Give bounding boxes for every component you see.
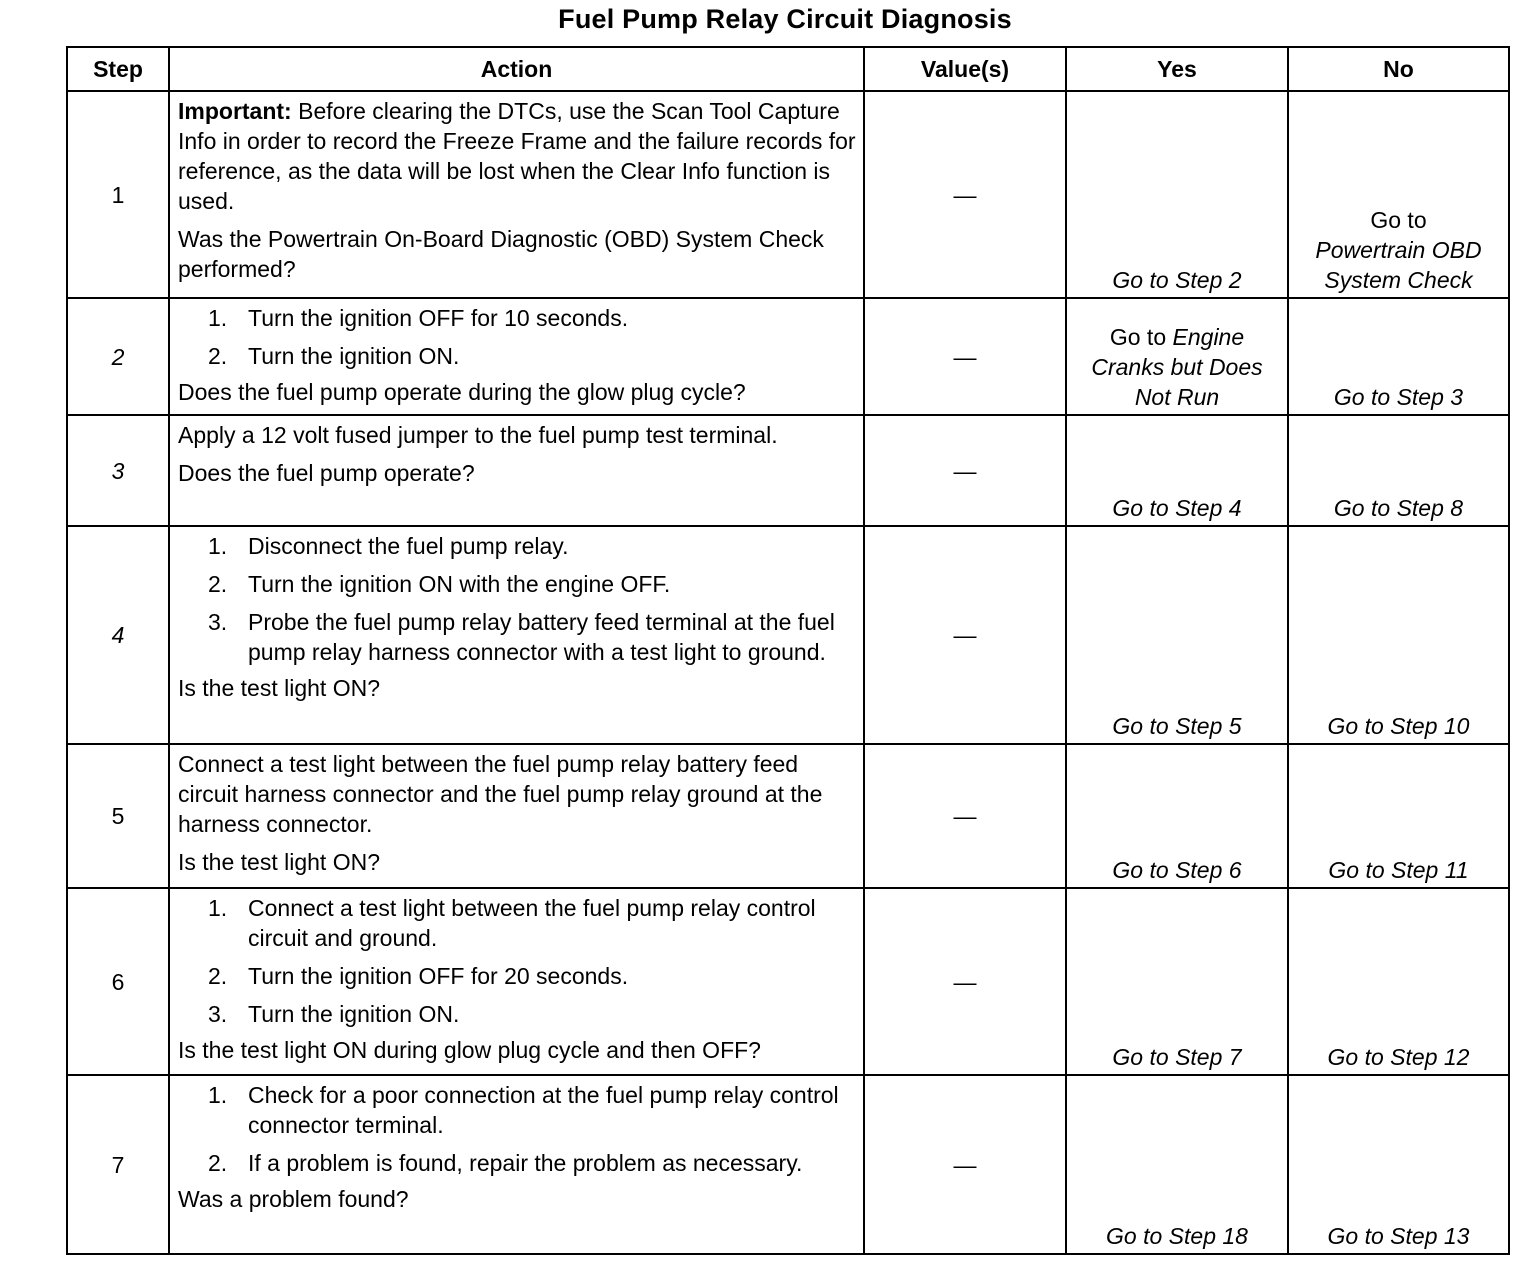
list-item: 3. Probe the fuel pump relay battery feed terminal at the fuel pump relay harness connector with a test light to ground. bbox=[208, 609, 835, 665]
value-cell: — bbox=[864, 744, 1066, 888]
list-item: 1. Turn the ignition OFF for 10 seconds. bbox=[208, 305, 629, 331]
action-question: Does the fuel pump operate? bbox=[178, 460, 475, 486]
important-note bbox=[178, 96, 857, 216]
action-question: Is the test light ON during glow plug cycle and then OFF? bbox=[178, 1037, 761, 1063]
table-row bbox=[67, 298, 1509, 415]
value-cell: — bbox=[864, 91, 1066, 298]
action-cell bbox=[169, 744, 864, 888]
no-prefix: Go to bbox=[1370, 207, 1427, 233]
value-cell: — bbox=[864, 298, 1066, 415]
yes-cell: Go to Step 2 bbox=[1066, 91, 1288, 298]
no-link[interactable]: Powertrain OBD System Check bbox=[1315, 237, 1482, 293]
step-number: 5 bbox=[67, 744, 169, 888]
action-steps bbox=[178, 303, 857, 371]
action-question: Does the fuel pump operate during the glow plug cycle? bbox=[178, 379, 746, 405]
important-text: Before clearing the DTCs, use the Scan Tool Capture Info in order to record the Freeze Frame and the failure records for reference, as the data will be lost when the Clear Info function is used. bbox=[178, 98, 856, 214]
yes-cell: Go to Step 7 bbox=[1066, 888, 1288, 1075]
list-item: 1. Connect a test light between the fuel pump relay control circuit and ground. bbox=[208, 895, 816, 951]
table-row bbox=[67, 415, 1509, 526]
action-cell bbox=[169, 298, 864, 415]
action-steps bbox=[178, 1080, 857, 1178]
yes-cell: Go to Step 4 bbox=[1066, 415, 1288, 526]
page-title: Fuel Pump Relay Circuit Diagnosis bbox=[558, 4, 1012, 34]
table-row bbox=[67, 1075, 1509, 1254]
no-cell: Go to Step 13 bbox=[1288, 1075, 1509, 1254]
no-cell: Go to Step 3 bbox=[1288, 298, 1509, 415]
table-row bbox=[67, 526, 1509, 744]
header-no: No bbox=[1288, 47, 1509, 91]
table-row bbox=[67, 744, 1509, 888]
no-cell: Go to Step 10 bbox=[1288, 526, 1509, 744]
diagnosis-table bbox=[66, 46, 1510, 1255]
list-item: 1. Disconnect the fuel pump relay. bbox=[208, 533, 569, 559]
step-number: 6 bbox=[67, 888, 169, 1075]
action-steps bbox=[178, 893, 857, 1029]
list-item: 2. If a problem is found, repair the problem as necessary. bbox=[208, 1150, 803, 1176]
step-number: 7 bbox=[67, 1075, 169, 1254]
table-row bbox=[67, 91, 1509, 298]
list-item: 1. Check for a poor connection at the fuel pump relay control connector terminal. bbox=[208, 1082, 839, 1138]
value-cell: — bbox=[864, 526, 1066, 744]
table-header-row bbox=[67, 47, 1509, 91]
yes-cell: Go to Step 6 bbox=[1066, 744, 1288, 888]
action-cell bbox=[169, 415, 864, 526]
yes-cell bbox=[1066, 298, 1288, 415]
list-item: 2. Turn the ignition ON with the engine OFF. bbox=[208, 571, 671, 597]
action-question: Is the test light ON? bbox=[178, 849, 380, 875]
yes-prefix: Go to bbox=[1109, 324, 1167, 350]
yes-link[interactable]: Engine Cranks but Does Not Run bbox=[1091, 324, 1263, 410]
action-question: Was the Powertrain On-Board Diagnostic (OBD) System Check performed? bbox=[178, 226, 824, 282]
no-cell: Go to Step 11 bbox=[1288, 744, 1509, 888]
step-number: 2 bbox=[67, 298, 169, 415]
no-cell: Go to Step 8 bbox=[1288, 415, 1509, 526]
table-row bbox=[67, 888, 1509, 1075]
important-label: Important: bbox=[178, 98, 292, 124]
step-number: 1 bbox=[67, 91, 169, 298]
yes-cell: Go to Step 18 bbox=[1066, 1075, 1288, 1254]
list-item: 2. Turn the ignition OFF for 20 seconds. bbox=[208, 963, 629, 989]
list-item: 3. Turn the ignition ON. bbox=[208, 1001, 460, 1027]
header-yes: Yes bbox=[1066, 47, 1288, 91]
no-cell: Go to Step 12 bbox=[1288, 888, 1509, 1075]
action-cell bbox=[169, 888, 864, 1075]
value-cell: — bbox=[864, 1075, 1066, 1254]
no-cell bbox=[1288, 91, 1509, 298]
header-action: Action bbox=[169, 47, 864, 91]
action-question: Is the test light ON? bbox=[178, 675, 380, 701]
action-text: Apply a 12 volt fused jumper to the fuel pump test terminal. bbox=[178, 422, 778, 448]
list-item: 2. Turn the ignition ON. bbox=[208, 343, 460, 369]
step-number: 4 bbox=[67, 526, 169, 744]
action-question: Was a problem found? bbox=[178, 1186, 409, 1212]
action-cell bbox=[169, 1075, 864, 1254]
header-step: Step bbox=[67, 47, 169, 91]
action-cell bbox=[169, 91, 864, 298]
value-cell: — bbox=[864, 888, 1066, 1075]
step-number: 3 bbox=[67, 415, 169, 526]
action-text: Connect a test light between the fuel pump relay battery feed circuit harness connector and the fuel pump relay ground at the harness connector. bbox=[178, 751, 823, 837]
action-steps bbox=[178, 531, 857, 667]
action-cell bbox=[169, 526, 864, 744]
value-cell: — bbox=[864, 415, 1066, 526]
yes-cell: Go to Step 5 bbox=[1066, 526, 1288, 744]
header-values: Value(s) bbox=[864, 47, 1066, 91]
